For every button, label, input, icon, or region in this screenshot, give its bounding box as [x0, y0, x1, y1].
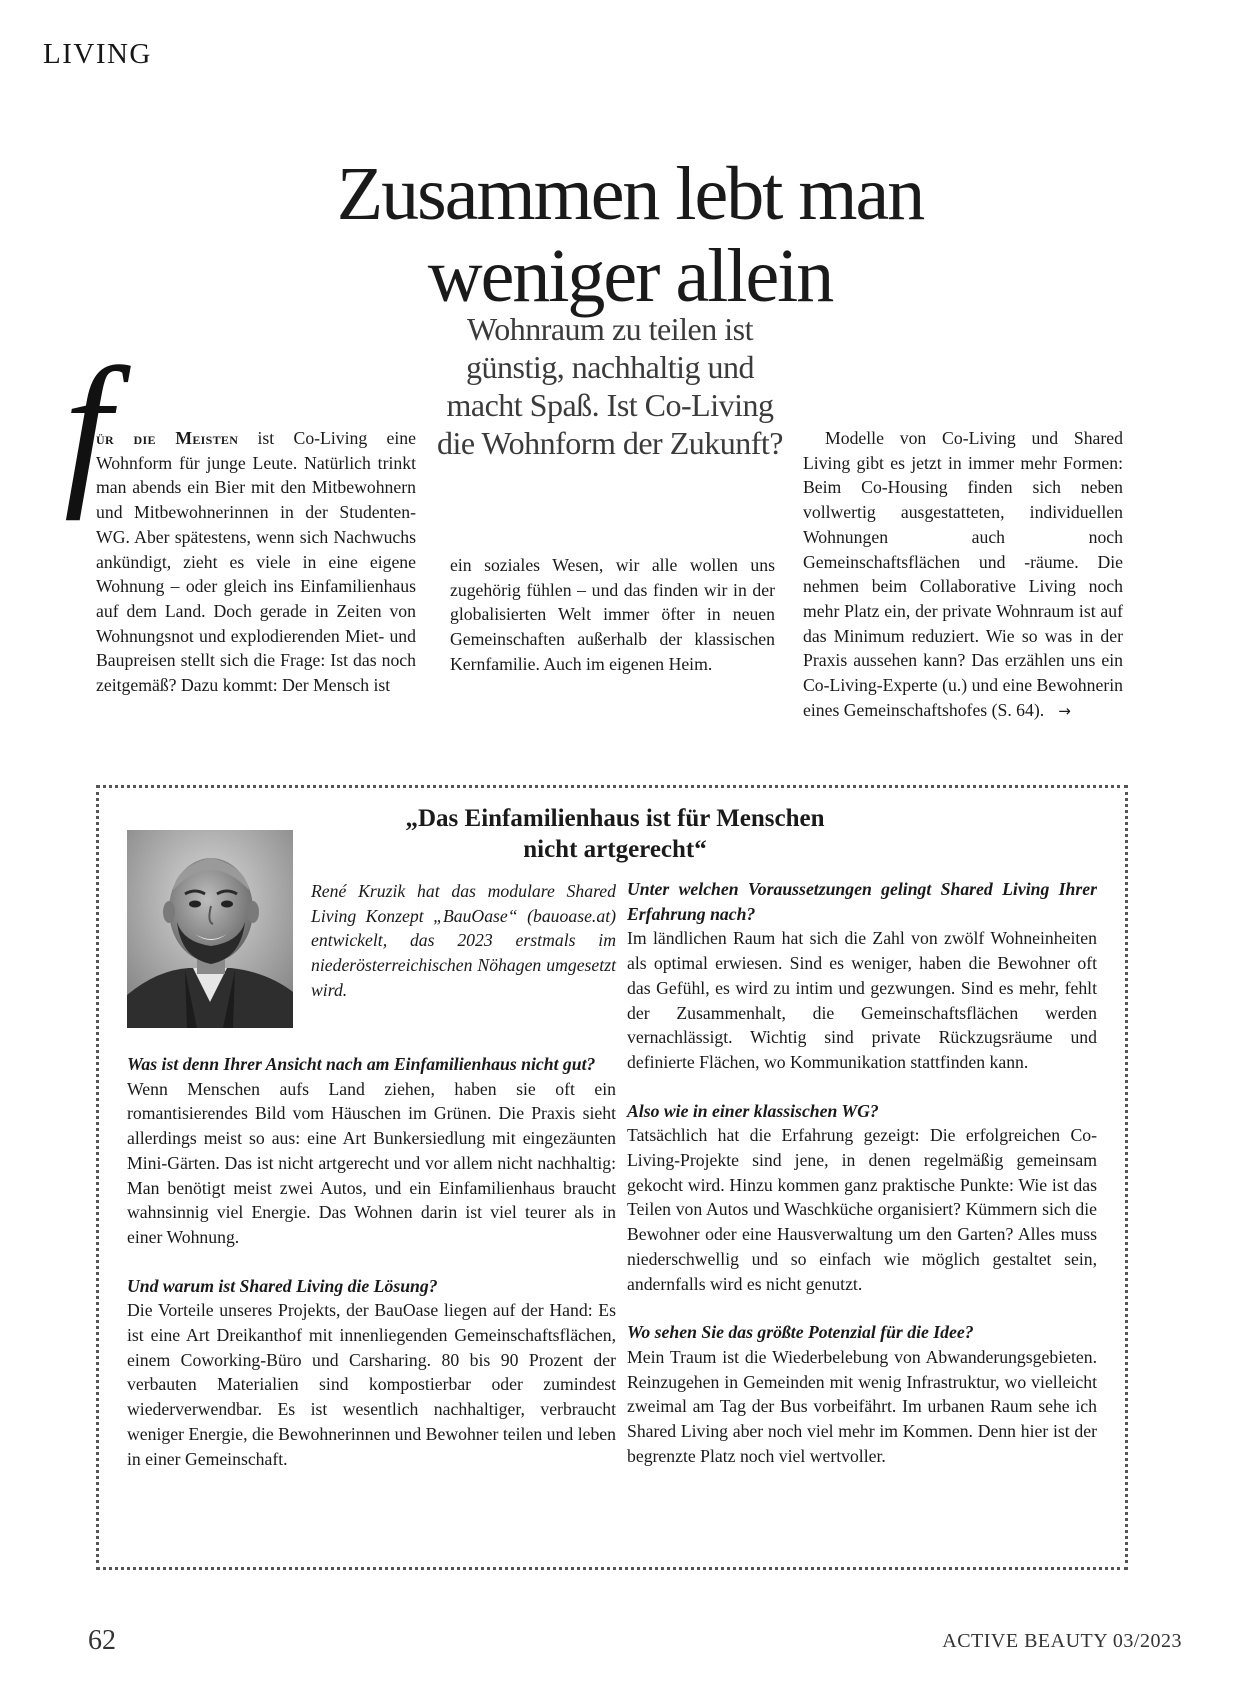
interview-intro: René Kruzik hat das modulare Shared Living Konzept „BauOase“ (bauoase.at) entwickelt, das 2023 erstmals im niederösterreichischen Nöhagen umgesetzt wird.	[311, 881, 616, 1000]
subheadline: Wohnraum zu teilen ist günstig, nachhaltig und macht Spaß. Ist Co-Living die Wohnform der Zukunft?	[436, 311, 783, 461]
continue-arrow-icon: →	[1058, 701, 1071, 720]
interview-column-left	[127, 1052, 616, 1495]
answer: Im ländlichen Raum hat sich die Zahl von zwölf Wohneinheiten als optimal erwiesen. Sind es weniger, haben die Bewohner oft das Gefühl, es wird zu intim und gezwungen. Sind es mehr, fehlt der Zusammenhalt, die Gemeinschaftsflächen werden vernachlässigt. Wichtig sind private Rückzugsräume und definierte Flächen, wo Kommunikation stattfinden kann.	[627, 928, 1097, 1072]
headline-line-1: Zusammen lebt man	[336, 152, 924, 236]
article-column-3	[803, 426, 1123, 723]
portrait-illustration	[127, 830, 293, 1028]
qa-item	[627, 1320, 1097, 1468]
answer: Tatsächlich hat die Erfahrung gezeigt: Die erfolgreichen Co-Living-Projekte sind jene, in denen regelmäßig gemeinsam gekocht wird. Hinzu kommen ganz praktische Punkte: Wie ist das Teilen von Autos und Waschküche organisiert? Kümmern sich die Bewohner oder eine Hausverwaltung um den Garten? Alles muss niederschwellig und so einfach wie möglich gestaltet sein, andernfalls wird es nicht genutzt.	[627, 1125, 1097, 1294]
magazine-issue: ACTIVE BEAUTY 03/2023	[942, 1630, 1182, 1652]
question: Und warum ist Shared Living die Lösung?	[127, 1275, 438, 1296]
question: Wo sehen Sie das größte Potenzial für die Idee?	[627, 1322, 974, 1343]
answer: Mein Traum ist die Wiederbelebung von Abwanderungsgebieten. Reinzugehen in Gemeinden mit wenig Infrastruktur, wo vielleicht zweimal am Tag der Bus vorbeifährt. Im urbanen Raum sehe ich Shared Living aber noch viel mehr im Kommen. Denn hier ist der begrenzte Platz noch viel wertvoller.	[627, 1346, 1097, 1466]
question: Also wie in einer klassischen WG?	[627, 1100, 879, 1121]
lead-in: ür die Meisten	[96, 428, 239, 448]
qa-item	[627, 877, 1097, 1075]
question: Was ist denn Ihrer Ansicht nach am Einfamilienhaus nicht gut?	[127, 1054, 596, 1074]
question: Unter welchen Voraussetzungen gelingt Shared Living Ihrer Erfahrung nach?	[627, 879, 1097, 924]
article-column-1	[96, 426, 416, 698]
drop-cap: f	[64, 333, 112, 521]
answer: Wenn Menschen aufs Land ziehen, haben sie oft ein romantisierendes Bild vom Häuschen im Grünen. Die Praxis sieht allerdings meist so aus: eine Art Bunkersiedlung mit eingezäunten Mini-Gärten. Das ist nicht artgerecht und vor allem nicht nachhaltig: Man benötigt meist zwei Autos, und ein Einfamilienhaus braucht wahnsinnig viel Energie. Das Wohnen darin ist viel teurer als in einer Wohnung.	[127, 1078, 616, 1247]
interview-title-line-2: nicht artgerecht“	[523, 836, 707, 863]
portrait-photo	[127, 830, 293, 1028]
section-label: LIVING	[43, 38, 152, 70]
column-3-text: Modelle von Co-Living und Shared Living gibt es jetzt in immer mehr Formen: Beim Co-Housing finden sich neben vollwertig ausgestatteten, individuellen Wohnungen auch noch Gemeinschaftsflächen und -räume. Die nehmen beim Collaborative Living noch mehr Platz ein, der private Wohnraum ist auf das Minimum reduziert. Wie so was in der Praxis aussehen kann? Das erzählen uns ein Co-Living-Experte (u.) und eine Bewohnerin eines Gemeinschaftshofes (S. 64).	[803, 428, 1123, 720]
page-number: 62	[88, 1625, 116, 1656]
headline-line-2: weniger allein	[427, 234, 833, 318]
answer: Die Vorteile unseres Projekts, der BauOase liegen auf der Hand: Es ist eine Art Dreikanthof mit innenliegenden Gemeinschaftsflächen, einem Coworking-Büro und Carsharing. 80 bis 90 Prozent der verbauten Materialien sind kompostierbar oder zumindest wiederverwendbar. Es ist wesentlich nachhaltiger, verbraucht weniger Energie, die Bewohnerinnen und Bewohner teilen und leben in einer Gemeinschaft.	[127, 1300, 616, 1469]
qa-item	[627, 1099, 1097, 1297]
interview-title	[330, 803, 900, 865]
interview-column-right	[627, 877, 1097, 1492]
qa-item	[127, 1274, 616, 1472]
interview-title-line-1: „Das Einfamilienhaus ist für Menschen	[405, 805, 825, 832]
column-1-text: ist Co-Living eine Wohnform für junge Leute. Natürlich trinkt man abends ein Bier mit den Mitbewohnern und Mitbewohnerinnen in der Studenten-WG. Aber spätestens, wenn sich Nachwuchs ankündigt, zieht es viele in eine eigene Wohnung – oder gleich ins Einfamilienhaus auf dem Land. Doch gerade in Zeiten von Wohnungsnot und explodierenden Miet- und Baupreisen stellt sich die Frage: Ist das noch zeitgemäß? Dazu kommt: Der Mensch ist	[96, 428, 416, 696]
article-column-2: ein soziales Wesen, wir alle wollen uns zugehörig fühlen – und das finden wir in der globalisierten Welt immer öfter in neuen Gemeinschaften außerhalb der klassischen Kernfamilie. Auch im eigenen Heim.	[450, 555, 775, 674]
qa-item	[127, 1052, 616, 1250]
